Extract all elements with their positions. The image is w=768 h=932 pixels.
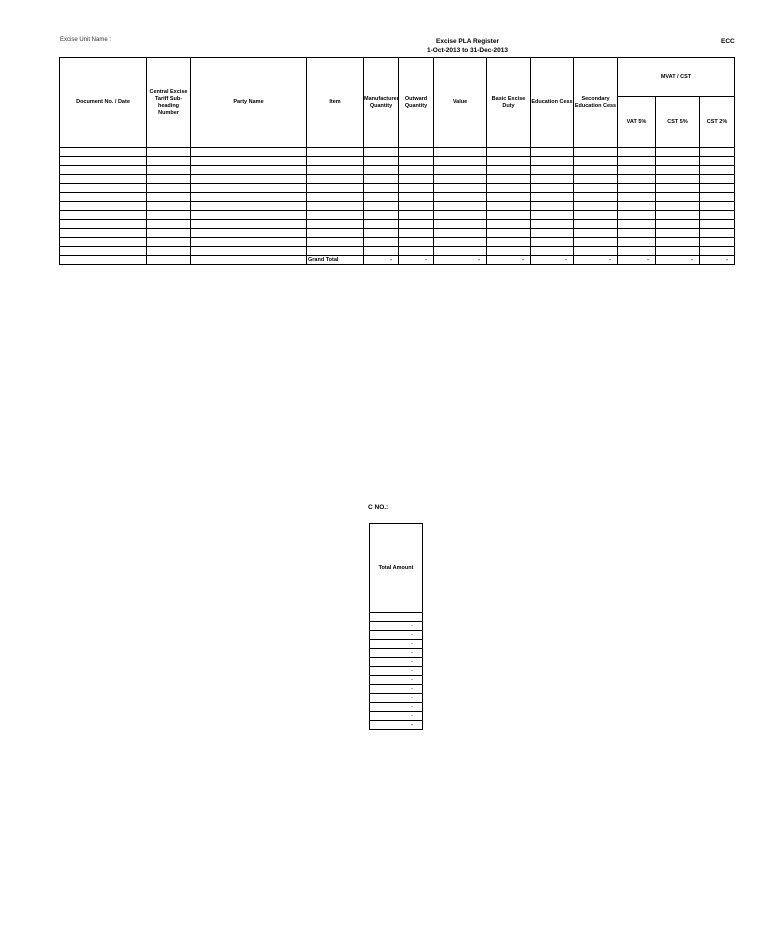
list-item: -: [370, 622, 423, 631]
table-row: [60, 184, 735, 193]
table-row: [60, 166, 735, 175]
grand-total-label: Grand Total: [307, 256, 364, 265]
total-vat5: -: [618, 256, 656, 265]
list-item: [370, 613, 423, 622]
col-header-value: Value: [434, 58, 487, 148]
col-header-outward-qty: Outward Quantity: [399, 58, 434, 148]
table-row: [60, 247, 735, 256]
table-row: [60, 229, 735, 238]
register-title: Excise PLA Register: [436, 38, 499, 45]
register-period: 1-Oct-2013 to 31-Dec-2013: [427, 47, 508, 54]
col-header-cst2: CST 2%: [700, 97, 735, 148]
col-header-document: Document No. / Date: [60, 58, 147, 148]
list-item: -: [370, 631, 423, 640]
total-outward-qty: -: [399, 256, 434, 265]
register-body: [60, 148, 735, 265]
list-item: -: [370, 694, 423, 703]
total-cst2: -: [700, 256, 735, 265]
table-row: [60, 211, 735, 220]
total-amount-header: Total Amount: [370, 524, 423, 613]
table-row: [60, 148, 735, 157]
total-basic-duty: -: [487, 256, 531, 265]
excise-unit-name-label: Excise Unit Name :: [60, 37, 112, 43]
ecc-label: ECC: [721, 38, 735, 45]
total-edu-cess: -: [531, 256, 574, 265]
list-item: -: [370, 667, 423, 676]
total-cst5: -: [656, 256, 700, 265]
col-header-cst5: CST 5%: [656, 97, 700, 148]
col-header-item: Item: [307, 58, 364, 148]
total-amount-table: [369, 523, 423, 730]
list-item: -: [370, 658, 423, 667]
table-row: [60, 220, 735, 229]
table-row: [60, 238, 735, 247]
col-header-vat5: VAT 5%: [618, 97, 656, 148]
list-item: -: [370, 712, 423, 721]
table-row: [60, 157, 735, 166]
table-row: [60, 202, 735, 211]
col-header-manufacturer-qty: Manufacturer Quantity: [364, 58, 399, 148]
col-header-party: Party Name: [191, 58, 307, 148]
col-header-edu-cess: Education Cess: [531, 58, 574, 148]
list-item: -: [370, 676, 423, 685]
grand-total-row: [60, 256, 735, 265]
pla-register-table: [59, 57, 735, 265]
total-value: -: [434, 256, 487, 265]
table-row: [60, 175, 735, 184]
col-header-sec-edu-cess: Secondary Education Cess: [574, 58, 618, 148]
c-no-label: C NO.:: [368, 504, 389, 511]
col-header-tariff: Central Excise Tariff Sub-heading Number: [147, 58, 191, 148]
col-header-mvat-cst: MVAT / CST: [618, 58, 735, 97]
total-manufacturer-qty: -: [364, 256, 399, 265]
list-item: -: [370, 703, 423, 712]
list-item: -: [370, 685, 423, 694]
total-sec-edu-cess: -: [574, 256, 618, 265]
total-amount-grand-total: -: [370, 721, 423, 730]
table-row: [60, 193, 735, 202]
col-header-basic-duty: Basic Excise Duty: [487, 58, 531, 148]
list-item: -: [370, 640, 423, 649]
list-item: -: [370, 649, 423, 658]
